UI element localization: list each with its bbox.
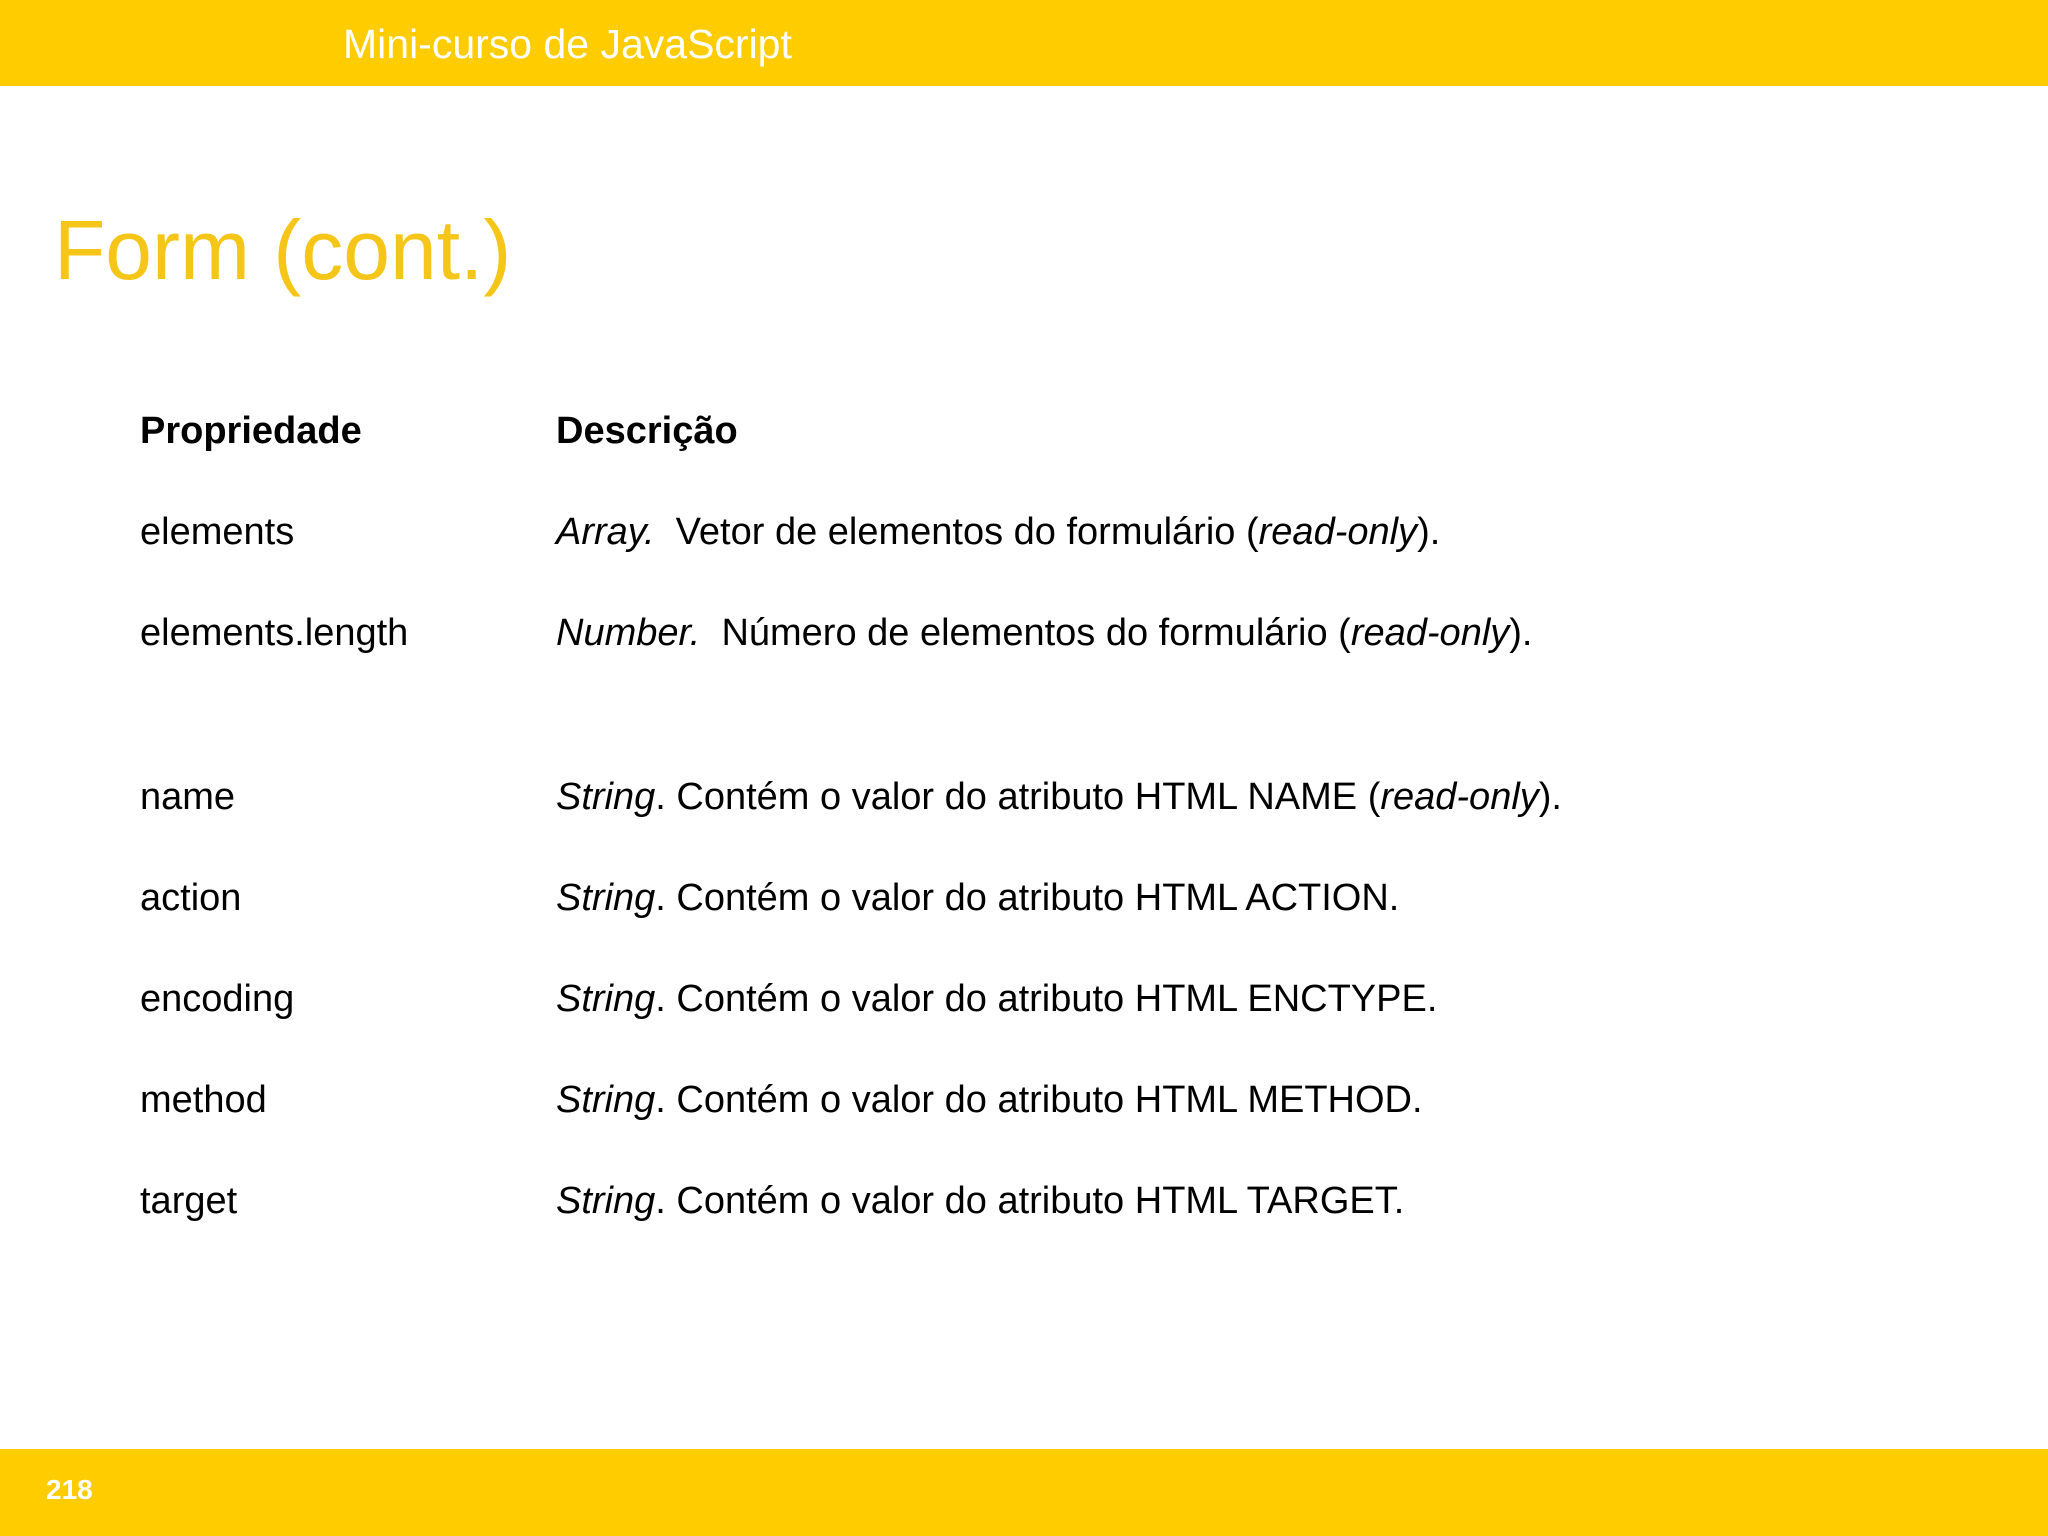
type-name: Number.	[556, 612, 701, 654]
property-description: Array. Vetor de elementos do formulário (read-only).	[556, 511, 1441, 553]
property-name: elements	[140, 511, 295, 553]
property-name: target	[140, 1180, 238, 1222]
header-bar	[0, 0, 2048, 86]
column-header-description: Descrição	[556, 410, 738, 452]
property-name: method	[140, 1079, 267, 1121]
table-header	[0, 401, 2048, 461]
table-row	[0, 767, 2048, 827]
property-name: action	[140, 877, 242, 919]
property-description: String. Contém o valor do atributo HTML TARGET.	[556, 1180, 1405, 1222]
footer-bar	[0, 1449, 2048, 1536]
table-row	[0, 1171, 2048, 1231]
table-row	[0, 603, 2048, 663]
type-name: String	[556, 776, 656, 818]
course-title: Mini-curso de JavaScript	[343, 21, 792, 67]
type-name: String	[556, 1180, 656, 1222]
property-description: String. Contém o valor do atributo HTML ACTION.	[556, 877, 1400, 919]
type-name: String	[556, 877, 656, 919]
slide-title: Form (cont.)	[54, 203, 512, 297]
property-name: name	[140, 776, 236, 818]
type-name: String	[556, 978, 656, 1020]
property-description: String. Contém o valor do atributo HTML NAME (read-only).	[556, 776, 1562, 818]
table-row	[0, 868, 2048, 928]
type-name: String	[556, 1079, 656, 1121]
table-row	[0, 502, 2048, 562]
property-description: String. Contém o valor do atributo HTML ENCTYPE.	[556, 978, 1438, 1020]
type-name: Array.	[556, 511, 655, 553]
table-row	[0, 1070, 2048, 1130]
property-description: String. Contém o valor do atributo HTML METHOD.	[556, 1079, 1423, 1121]
page-number: 218	[46, 1474, 93, 1505]
column-header-property: Propriedade	[140, 410, 362, 452]
property-name: elements.length	[140, 612, 409, 654]
table-row	[0, 969, 2048, 1029]
property-name: encoding	[140, 978, 295, 1020]
property-description: Number. Número de elementos do formulário (read-only).	[556, 612, 1533, 654]
